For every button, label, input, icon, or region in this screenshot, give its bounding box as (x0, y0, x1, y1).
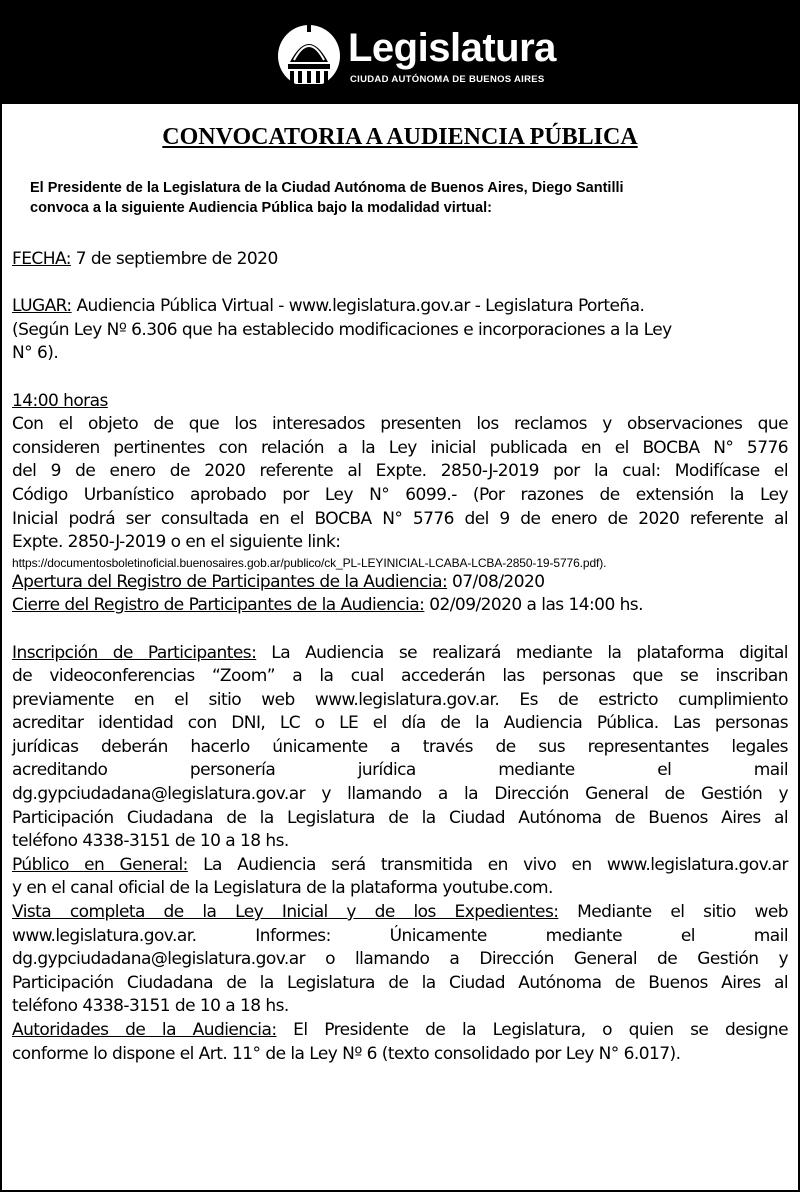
hora-text-line: Código Urbanístico aprobado por Ley N° 6099.- (Por razones de extensión la Ley (12, 484, 788, 505)
fecha-value: 7 de septiembre de 2020 (70, 249, 278, 269)
hora-text-line: Con el objeto de que los interesados presenten los reclamos y observaciones que (12, 414, 788, 435)
intro-paragraph (30, 178, 790, 218)
dome-icon (278, 18, 340, 90)
hora-label-line (12, 390, 788, 414)
vista-text-line: dg.gypciudadana@legislatura.gov.ar o llamando a Dirección General de Gestión y (12, 949, 788, 970)
hora-text-line: Inicial podrá ser consultada en el BOCBA N° 5776 del 9 de enero de 2020 referente al (12, 508, 788, 529)
vista-text: Mediante el sitio web (558, 902, 788, 923)
lugar-line (12, 295, 788, 319)
inscripcion-line (12, 642, 788, 666)
inscripcion-text-line: teléfono 4338-3151 de 10 a 18 hs. (12, 831, 289, 852)
inscripcion-text-line: Participación Ciudadana de la Legislatura de la Ciudad Autónoma de Buenos Aires al (12, 807, 788, 828)
publico-line (12, 854, 788, 878)
cierre-line (12, 594, 788, 618)
notice-body (12, 248, 788, 1066)
autoridades-line (12, 1019, 788, 1043)
hora-text-line: consideren pertinentes con relación a la Ley inicial publicada en el BOCBA N° 5776 (12, 437, 788, 458)
cierre-value: 02/09/2020 a las 14:00 hs. (424, 595, 643, 616)
cierre-label: Cierre del Registro de Participantes de la Audiencia: (12, 595, 425, 616)
intro-line: El Presidente de la Legislatura de la Ciudad Autónoma de Buenos Aires, Diego Santilli (30, 180, 624, 196)
brand-name: Legislatura (348, 26, 556, 70)
vista-text-line: Participación Ciudadana de la Legislatura de la Ciudad Autónoma de Buenos Aires al (12, 972, 788, 993)
autoridades-label: Autoridades de la Audiencia: (12, 1020, 277, 1040)
apertura-line (12, 571, 788, 595)
publico-text: La Audiencia será transmitida en vivo en www.legislatura.gov.ar (187, 854, 788, 875)
legislatura-logo (278, 18, 558, 90)
inscripcion-text-line: previamente en el sitio web www.legislatura.gov.ar. Es de estricto cumplimiento (12, 689, 788, 710)
inscripcion-label: Inscripción de Participantes: (12, 642, 257, 663)
inscripcion-text-line: acreditar identidad con DNI, LC o LE el día de la Audiencia Pública. Las personas (12, 713, 788, 734)
hora-text-line: del 9 de enero de 2020 referente al Expte. 2850-J-2019 por la cual: Modifícase el (12, 461, 788, 482)
autoridades-text-line: conforme lo dispone el Art. 11° de la Ley Nº 6 (texto consolidado por Ley N° 6.017). (12, 1043, 681, 1064)
inscripcion-text-line: dg.gypciudadana@legislatura.gov.ar y llamando a la Dirección General de Gestión y (12, 784, 788, 805)
page-title: CONVOCATORIA A AUDIENCIA PÚBLICA (162, 124, 638, 150)
lugar-note-line: N° 6). (12, 343, 59, 364)
vista-line (12, 901, 788, 925)
publico-label: Público en General: (12, 854, 188, 875)
inscripcion-text-line: acreditando personería jurídica mediante el mail (12, 760, 788, 781)
vista-text-line: teléfono 4338-3151 de 10 a 18 hs. (12, 996, 289, 1017)
publico-text-line: y en el canal oficial de la Legislatura de la plataforma youtube.com. (12, 878, 553, 899)
autoridades-text: El Presidente de la Legislatura, o quien se designe (276, 1020, 788, 1040)
intro-line: convoca a la siguiente Audiencia Pública bajo la modalidad virtual: (30, 200, 492, 216)
fecha-label: FECHA: (12, 249, 71, 269)
lugar-note-line: (Según Ley Nº 6.306 que ha establecido modificaciones e incorporaciones a la Ley (12, 319, 672, 340)
hora-label: 14:00 horas (12, 390, 108, 411)
vista-label: Vista completa de la Ley Inicial y de los Expedientes: (12, 902, 559, 923)
brand-subtitle: CIUDAD AUTÓNOMA DE BUENOS AIRES (350, 74, 545, 85)
inscripcion-text-line: jurídicas deberán hacerlo únicamente a través de sus representantes legales (12, 736, 788, 757)
vista-text-line: www.legislatura.gov.ar. Informes: Únicamente mediante el mail (12, 925, 788, 946)
hora-text-line: Expte. 2850-J-2019 o en el siguiente link: (12, 532, 341, 553)
lugar-label: LUGAR: (12, 296, 72, 317)
fecha-line (12, 248, 788, 272)
inscripcion-text: La Audiencia se realizará mediante la plataforma digital (256, 642, 788, 663)
apertura-value: 07/08/2020 (447, 571, 545, 592)
apertura-label: Apertura del Registro de Participantes de la Audiencia: (12, 571, 448, 592)
bocba-link[interactable]: https://documentosboletinoficial.buenosaires.gob.ar/publico/ck_PL-LEYINICIAL-LCABA-LCBA-2850-19-5776.pdf). (12, 555, 607, 570)
lugar-value: Audiencia Pública Virtual - www.legislatura.gov.ar - Legislatura Porteña. (71, 296, 645, 317)
inscripcion-text-line: de videoconferencias “Zoom” a la cual accederán las personas que se inscriban (12, 666, 788, 687)
header-banner (2, 2, 798, 104)
